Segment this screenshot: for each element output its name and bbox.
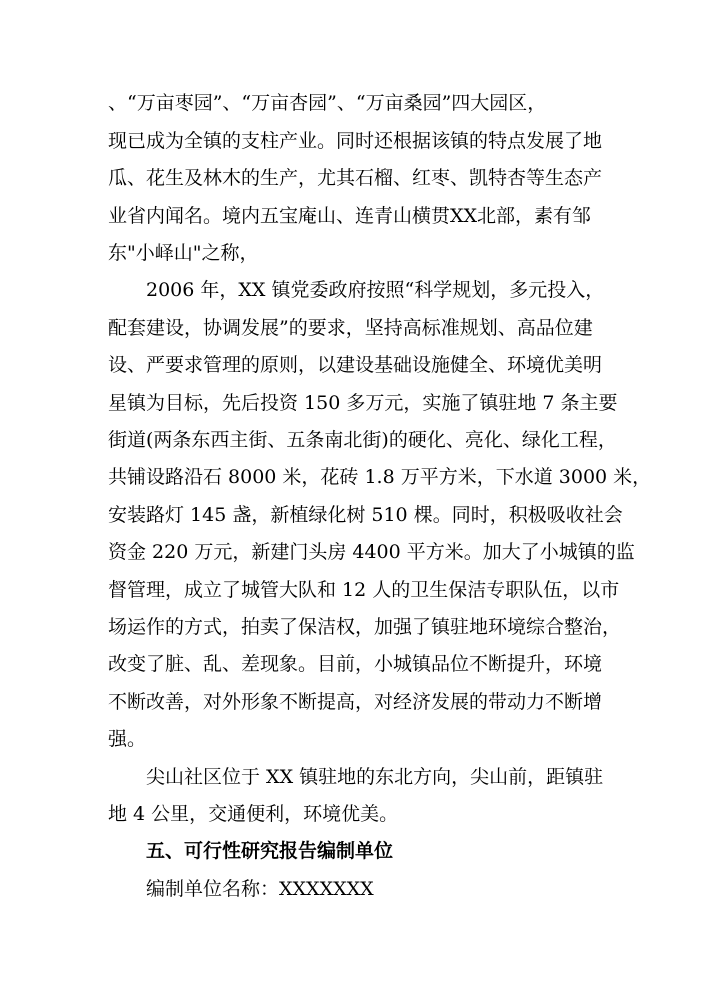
paragraph-line: 督管理，成立了城管大队和 12 人的卫生保洁专职队伍，以市 — [108, 579, 620, 601]
paragraph-line: 强。 — [108, 728, 147, 750]
paragraph-line: 2006 年，XX 镇党委政府按照“科学规划，多元投入， — [146, 279, 605, 301]
section-heading: 五、可行性研究报告编制单位 — [146, 840, 394, 862]
paragraph-line: 现已成为全镇的支柱产业。同时还根据该镇的特点发展了地 — [108, 130, 603, 152]
paragraph-line: 资金 220 万元，新建门头房 4400 平方米。加大了小城镇的监 — [108, 541, 635, 563]
paragraph-line: 、“万亩枣园”、“万亩杏园”、“万亩桑园”四大园区， — [108, 92, 547, 114]
paragraph-line: 共铺设路沿石 8000 米，花砖 1.8 万平方米，下水道 3000 米， — [108, 466, 652, 488]
paragraph-line: 安装路灯 145 盏，新植绿化树 510 棵。同时，积极吸收社会 — [108, 504, 623, 526]
paragraph-line: 业省内闻名。境内五宝庵山、连青山横贯XX北部，素有邹 — [108, 205, 592, 227]
paragraph-line: 街道(两条东西主街、五条南北街)的硬化、亮化、绿化工程， — [108, 429, 617, 451]
paragraph-line: 改变了脏、乱、差现象。目前，小城镇品位不断提升，环境 — [108, 653, 603, 675]
paragraph-line: 瓜、花生及林木的生产，尤其石榴、红枣、凯特杏等生态产 — [108, 167, 603, 189]
paragraph-line: 东"小峄山"之称， — [108, 242, 259, 264]
paragraph-line: 尖山社区位于 XX 镇驻地的东北方向，尖山前，距镇驻 — [146, 766, 604, 788]
paragraph-line: 星镇为目标，先后投资 150 多万元，实施了镇驻地 7 条主要 — [108, 392, 618, 414]
paragraph-line: 不断改善，对外形象不断提高，对经济发展的带动力不断增 — [108, 691, 603, 713]
paragraph-line: 配套建设，协调发展”的要求，坚持高标准规划、高品位建 — [108, 317, 593, 339]
unit-name-line: 编制单位名称：XXXXXXX — [146, 878, 374, 900]
paragraph-line: 设、严要求管理的原则，以建设基础设施健全、环境优美明 — [108, 354, 603, 376]
paragraph-line: 地 4 公里，交通便利，环境优美。 — [108, 803, 399, 825]
paragraph-line: 场运作的方式，拍卖了保洁权，加强了镇驻地环境综合整治， — [108, 616, 622, 638]
